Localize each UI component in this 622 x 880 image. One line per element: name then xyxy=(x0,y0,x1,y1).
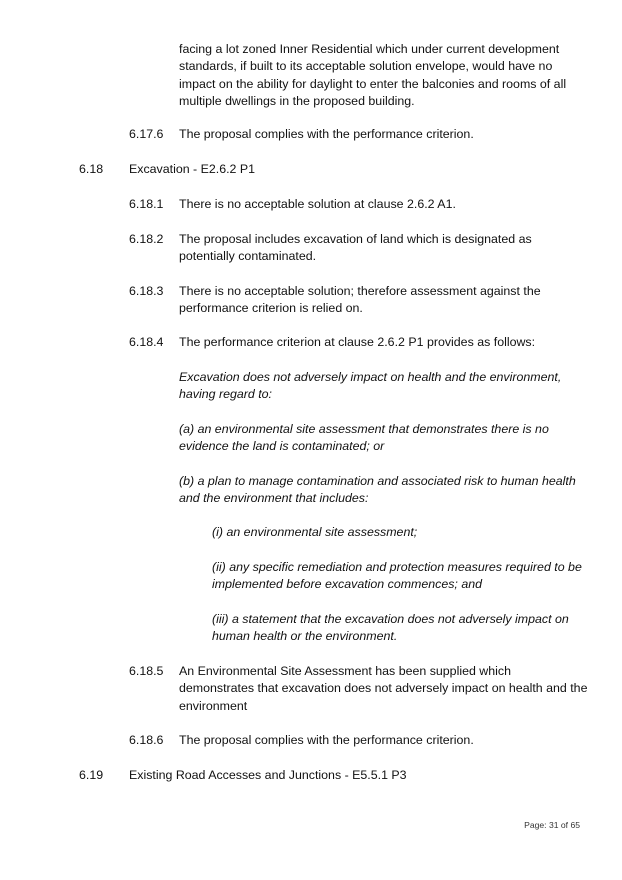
clause-number: 6.17.6 xyxy=(129,127,164,141)
section-number: 6.19 xyxy=(79,768,104,782)
intro-paragraph: facing a lot zoned Inner Residential which under current development standards, if built to its acceptable solution envelope, would have no impact on the ability for daylight to enter the balconies and rooms of all multiple dwellings in the proposed building. xyxy=(179,42,567,109)
clause-number: 6.18.4 xyxy=(129,335,164,349)
quote-item-i: (i) an environmental site assessment; xyxy=(212,525,418,539)
quote-item-b: (b) a plan to manage contamination and associated risk to human health and the environment that includes: xyxy=(179,474,576,506)
clause-number: 6.18.3 xyxy=(129,284,164,298)
clause-number: 6.18.5 xyxy=(129,664,164,678)
quote-item-a: (a) an environmental site assessment that demonstrates there is no evidence the land is contaminated; or xyxy=(179,422,549,454)
clause-text: There is no acceptable solution; therefore assessment against the performance criterion is relied on. xyxy=(179,284,541,316)
section-number: 6.18 xyxy=(79,162,104,176)
clause-number: 6.18.1 xyxy=(129,197,164,211)
section-heading: Existing Road Accesses and Junctions - E5.5.1 P3 xyxy=(129,768,407,782)
clause-number: 6.18.6 xyxy=(129,733,164,747)
clause-text: The proposal complies with the performance criterion. xyxy=(179,733,474,747)
clause-text: There is no acceptable solution at clause 2.6.2 A1. xyxy=(179,197,456,211)
quote-lead: Excavation does not adversely impact on health and the environment, having regard to: xyxy=(179,370,562,402)
clause-text: The proposal includes excavation of land which is designated as potentially contaminated. xyxy=(179,232,532,264)
quote-item-ii: (ii) any specific remediation and protection measures required to be implemented before excavation commences; and xyxy=(212,560,582,592)
clause-text: The proposal complies with the performance criterion. xyxy=(179,127,474,141)
section-heading: Excavation - E2.6.2 P1 xyxy=(129,162,256,176)
clause-text: The performance criterion at clause 2.6.2 P1 provides as follows: xyxy=(179,335,536,349)
page-number: Page: 31 of 65 xyxy=(524,820,580,830)
clause-text: An Environmental Site Assessment has been supplied which demonstrates that excavation does not adversely impact on health and the environment xyxy=(179,664,588,713)
quote-item-iii: (iii) a statement that the excavation does not adversely impact on human health or the environment. xyxy=(212,612,569,644)
clause-number: 6.18.2 xyxy=(129,232,164,246)
